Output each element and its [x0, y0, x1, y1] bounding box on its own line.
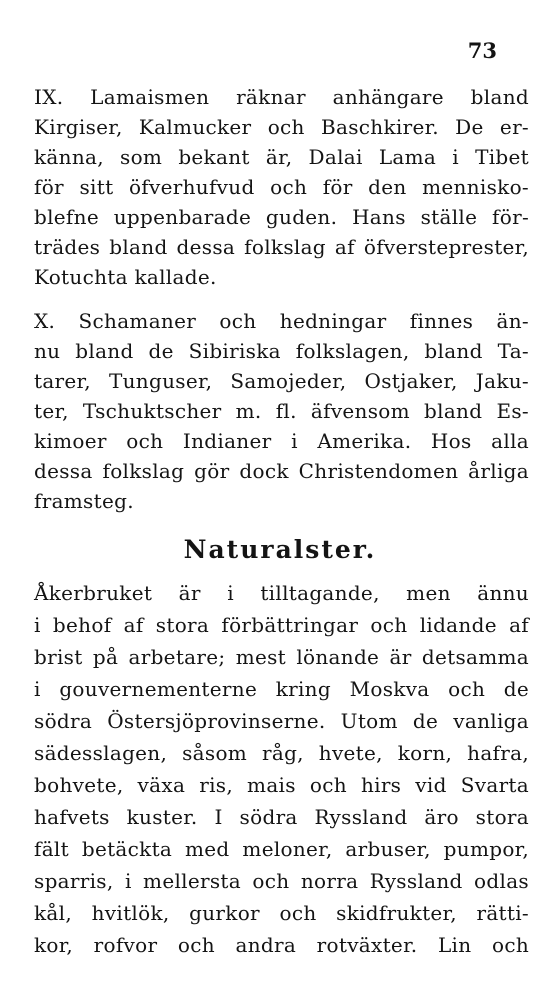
text-line: i gouvernementerne kring Moskva och de [34, 677, 529, 701]
text-line: ter, Tschuktscher m. fl. äfvensom bland Es- [34, 399, 529, 423]
section-heading: Naturalster. [183, 535, 377, 564]
text-line: bohvete, växa ris, mais och hirs vid Svarta [34, 773, 529, 797]
text-line: dessa folkslag gör dock Christendomen årliga [34, 459, 529, 483]
text-line: fält betäckta med meloner, arbuser, pumpor, [34, 837, 529, 861]
text-line: södra Östersjöprovinserne. Utom de vanliga [34, 709, 529, 733]
text-line: Kotuchta kallade. [34, 265, 217, 289]
text-line: i behof af stora förbättringar och lidande af [34, 613, 529, 637]
text-line: tarer, Tunguser, Samojeder, Ostjaker, Jaku- [34, 369, 529, 393]
text-line: Kirgiser, Kalmucker och Baschkirer. De er- [34, 115, 529, 139]
text-line: kor, rofvor och andra rotväxter. Lin och [34, 933, 529, 957]
text-line: sädesslagen, såsom råg, hvete, korn, hafra, [34, 741, 529, 765]
text-line: kål, hvitlök, gurkor och skidfrukter, rätti- [34, 901, 529, 925]
text-line: brist på arbetare; mest lönande är detsamma [34, 645, 529, 669]
text-line: X. Schamaner och hedningar finnes än- [34, 309, 529, 333]
text-line: blefne uppenbarade guden. Hans ställe för- [34, 205, 529, 229]
text-line: känna, som bekant är, Dalai Lama i Tibet [34, 145, 529, 169]
text-line: hafvets kuster. I södra Ryssland äro stora [34, 805, 529, 829]
text-line: nu bland de Sibiriska folkslagen, bland Ta- [34, 339, 529, 363]
text-line: IX. Lamaismen räknar anhängare bland [34, 85, 529, 109]
text-line: trädes bland dessa folkslag af öfversteprester, [34, 235, 529, 259]
text-line: Åkerbruket är i tilltagande, men ännu [34, 581, 529, 605]
text-line: för sitt öfverhufvud och för den mennisko- [34, 175, 529, 199]
text-line: kimoer och Indianer i Amerika. Hos alla [34, 429, 529, 453]
page-number: 73 [467, 38, 497, 63]
text-line: framsteg. [34, 489, 134, 513]
text-line: sparris, i mellersta och norra Ryssland odlas [34, 869, 529, 893]
